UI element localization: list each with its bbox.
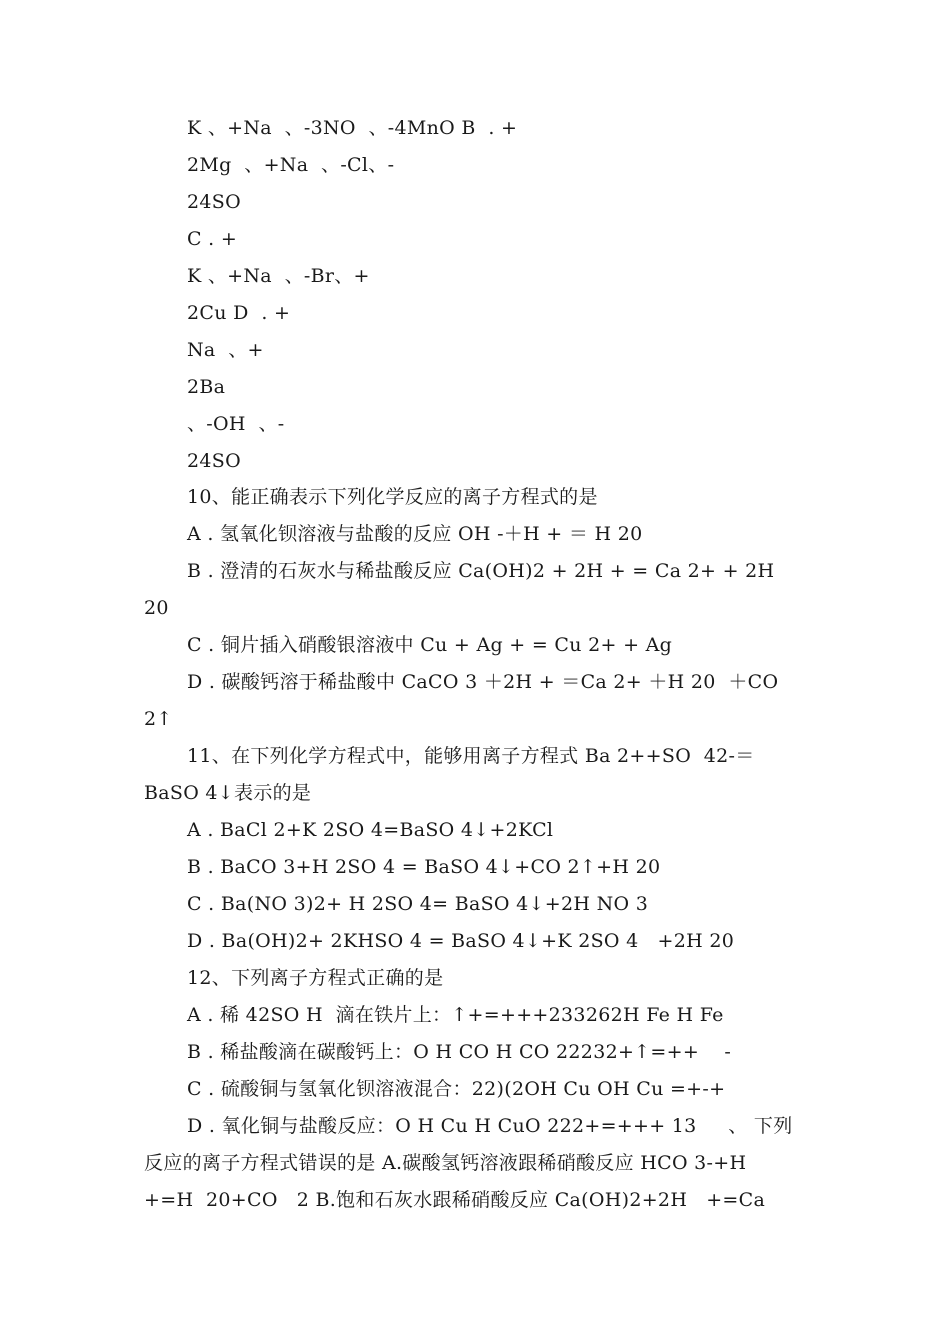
option-a: A . BaCl 2+K 2SO 4=BaSO 4↓+2KCl [187, 819, 554, 841]
text-line: 24SO [187, 191, 241, 213]
question-11-title-continued: BaSO 4↓表示的是 [144, 782, 312, 804]
text-line: 2Mg 、+Na 、-Cl、- [187, 154, 395, 176]
text-line: 、-OH 、- [187, 413, 285, 435]
option-b: B . 稀盐酸滴在碳酸钙上：O H CO H CO 22232+↑=++ - [187, 1041, 732, 1063]
text-line: 24SO [187, 450, 241, 472]
option-d-continued: 2↑ [144, 708, 173, 730]
question-11-title: 11、在下列化学方程式中，能够用离子方程式 Ba 2++SO 42-＝ [187, 745, 755, 767]
question-12-title: 12、下列离子方程式正确的是 [187, 967, 444, 989]
option-c: C . 硫酸铜与氢氧化钡溶液混合：22)(2OH Cu OH Cu =+-+ [187, 1078, 726, 1100]
option-a: A . 氢氧化钡溶液与盐酸的反应 OH -＋H + ＝ H 20 [187, 523, 643, 545]
text-line: C . + [187, 228, 238, 250]
text-line: K 、+Na 、-3NO 、-4MnO B . + [187, 117, 518, 139]
question-13-text-continued: +=H 20+CO 2 B.饱和石灰水跟稀硝酸反应 Ca(OH)2+2H +=Ca [144, 1189, 766, 1211]
option-c: C . Ba(NO 3)2+ H 2SO 4= BaSO 4↓+2H NO 3 [187, 893, 649, 915]
option-d: D . 碳酸钙溶于稀盐酸中 CaCO 3 ＋2H + ＝Ca 2+ ＋H 20 ＋CO [187, 671, 779, 693]
option-a: A . 稀 42SO H 滴在铁片上：↑+=+++233262H Fe H Fe [187, 1004, 724, 1026]
option-d: D . Ba(OH)2+ 2KHSO 4 = BaSO 4↓+K 2SO 4 +2H 20 [187, 930, 735, 952]
option-c: C . 铜片插入硝酸银溶液中 Cu + Ag + = Cu 2+ + Ag [187, 634, 673, 656]
option-d: D . 氧化铜与盐酸反应：O H Cu H CuO 222+=+++ 13 、 下列 [187, 1115, 793, 1137]
option-b: B . BaCO 3+H 2SO 4 = BaSO 4↓+CO 2↑+H 20 [187, 856, 661, 878]
option-b: B . 澄清的石灰水与稀盐酸反应 Ca(OH)2 + 2H + = Ca 2+ + 2H [187, 560, 775, 582]
text-line: 2Ba [187, 376, 226, 398]
text-line: Na 、+ [187, 339, 264, 361]
text-line: K 、+Na 、-Br、+ [187, 265, 370, 287]
text-line: 2Cu D . + [187, 302, 291, 324]
question-13-text: 反应的离子方程式错误的是 A.碳酸氢钙溶液跟稀硝酸反应 HCO 3-+H [144, 1152, 747, 1174]
question-10-title: 10、能正确表示下列化学反应的离子方程式的是 [187, 486, 598, 508]
option-b-continued: 20 [144, 597, 169, 619]
